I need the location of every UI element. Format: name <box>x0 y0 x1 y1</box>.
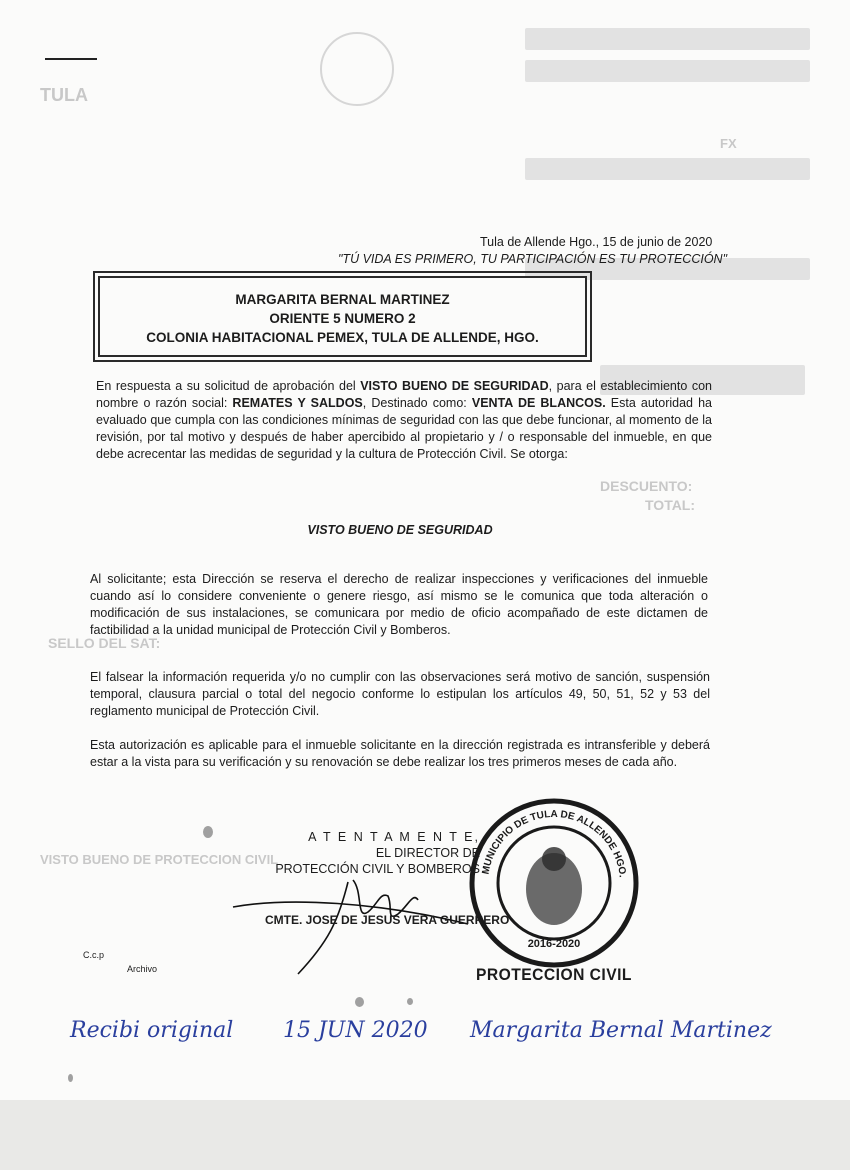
recipient-colony: COLONIA HABITACIONAL PEMEX, TULA DE ALLENDE, HGO. <box>146 330 539 345</box>
p1-text-e: , Destinado como: <box>362 396 472 410</box>
p1-permit-type: VISTO BUENO DE SEGURIDAD <box>360 379 549 393</box>
p1-text-c: , para el establecimiento con nombre o razón social: <box>96 379 712 410</box>
recipient-box <box>98 276 587 357</box>
ink-smudge <box>68 1074 73 1082</box>
recipient-name: MARGARITA BERNAL MARTINEZ <box>235 292 450 307</box>
director-role: EL DIRECTOR DE <box>375 846 480 860</box>
ink-smudge <box>355 997 364 1007</box>
permit-title: VISTO BUENO DE SEGURIDAD <box>307 523 493 537</box>
handwritten-received: Recibi original <box>70 1018 234 1043</box>
p1-business-use: VENTA DE BLANCOS. <box>471 396 606 410</box>
handwritten-date: 15 JUN 2020 <box>283 1018 428 1043</box>
ink-smudge <box>407 998 413 1005</box>
handwritten-signature: Margarita Bernal Martinez <box>470 1018 772 1043</box>
p1-text-g: Esta autoridad ha evaluado que cumpla con las condiciones mínimas de seguridad con las que debe funcionar, al momento de la revisión, por tal motivo y después de haber apercibido al propietario y / o responsable del inmueble, en que debe acrecentar las medidas de seguridad y la cultura de Protección Civil. Se otorga: <box>96 396 713 461</box>
paragraph-sanctions: El falsear la información requerida y/o no cumplir con las observaciones será motivo de sanción, suspensión temporal, clausura parcial o total del negocio conforme lo estipulan los artículos 49, 50, 51, 52 y 53 del reglamento municipal de Protección Civil. <box>90 670 710 718</box>
recipient-street: ORIENTE 5 NUMERO 2 <box>269 311 416 326</box>
document-page: TULA FX DESCUENTO: TOTAL: SELLO DEL SAT: VISTO BUENO DE PROTECCION CIVIL Tula de Allende Hgo., 15 de junio de 2020 "TÚ VIDA ES PRIMERO, TU PARTICIPACIÓN ES TU PROTECCIÓN" MARGARITA BERNAL MARTINEZ ORIENTE 5 NUMERO 2 COLONIA HABITACIONAL PEMEX, TULA DE ALLENDE, HGO. En respuesta a su solicitud de aprobación del VISTO BUENO DE SEGURIDAD, para el establecimiento con nombre o razón social: REMATES Y SALDOS, Destinado como: VENTA DE BLANCOS. Esta autoridad ha evaluado que cumpla con las condiciones mínimas de seguridad con las que debe funcionar, al momento de la revisión, por tal motivo y después de haber apercibido al propietario y / o responsable del inmueble, en que debe acrecentar las medidas de seguridad y la cultura de Protección Civil. Se otorga: VISTO BUENO DE SEGURIDAD Al solicitante; esta Dirección se reserva el derecho de realizar inspecciones y verificaciones del inmueble cuando así lo considere conveniente o genere riesgo, así mismo se le comunica que toda alteración o modificación de sus instalaciones, se comunicara por medio de oficio acompañado de este dictamen de factibilidad a la unidad municipal de Protección Civil y Bomberos. El falsear la información requerida y/o no cumplir con las observaciones será motivo de sanción, suspensión temporal, clausura parcial o total del negocio conforme lo estipulan los artículos 49, 50, 51, 52 y 53 del reglamento municipal de Protección Civil. Esta autorización es aplicable para el inmueble solicitante en la dirección registrada es intransferible y deberá estar a la vista para su verificación y su renovación se debe realizar los tres primeros meses de cada año. MUNICIPIO DE TULA DE ALLENDE HGO. 2016-2020 A T E N T A M E N T E, EL DIRECTOR DE PROTECCIÓN CIVIL Y BOMBEROS CMTE. JOSE DE JESUS VERA GUERRERO PROTECCION CIVIL C.c.p Archivo Recibi original 15 JUN 2020 Margarita Bernal Martinez <box>0 0 850 1100</box>
closing-text: A T E N T A M E N T E, <box>308 830 480 844</box>
ccp-label: C.c.p <box>83 950 105 960</box>
paragraph-request <box>96 378 712 463</box>
seal-years: 2016-2020 <box>527 938 581 950</box>
motto: "TÚ VIDA ES PRIMERO, TU PARTICIPACIÓN ES TU PROTECCIÓN" <box>338 252 728 266</box>
ink-smudge <box>203 826 213 838</box>
paragraph-inspections: Al solicitante; esta Dirección se reserva el derecho de realizar inspecciones y verificaciones del inmueble cuando así lo considere conveniente o genere riesgo, así mismo se le comunica que toda alteración o modificación de sus instalaciones, se comunicara por medio de oficio acompañado de este dictamen de factibilidad a la unidad municipal de Protección Civil y Bomberos. <box>90 572 708 637</box>
director-department: PROTECCIÓN CIVIL Y BOMBEROS <box>275 862 480 876</box>
p1-text-a: En respuesta a su solicitud de aprobación del <box>96 379 361 393</box>
place-date: Tula de Allende Hgo., 15 de junio de 2020 <box>480 235 713 249</box>
archivo-label: Archivo <box>127 964 158 974</box>
p1-business-name: REMATES Y SALDOS <box>232 396 363 410</box>
director-name: CMTE. JOSE DE JESUS VERA GUERRERO <box>265 913 510 927</box>
paragraph-validity: Esta autorización es aplicable para el inmueble solicitante en la dirección registrada es intransferible y deberá estar a la vista para su verificación y su renovación se debe realizar los tres primeros meses de cada año. <box>90 738 710 769</box>
scanner-margin <box>0 1100 850 1170</box>
seal-label: PROTECCION CIVIL <box>476 965 632 984</box>
seal-ring-text: MUNICIPIO DE TULA DE ALLENDE HGO. <box>480 808 628 879</box>
